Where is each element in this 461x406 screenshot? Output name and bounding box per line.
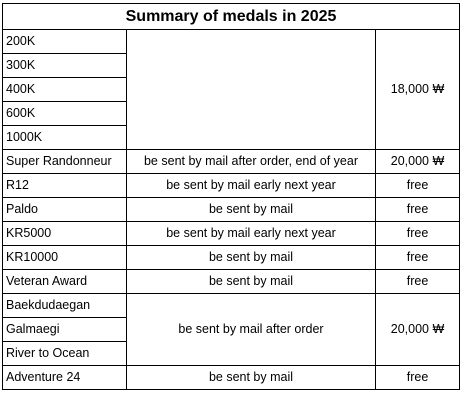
medal-name-cell[interactable]: 300K: [3, 54, 127, 78]
price-cell[interactable]: 18,000 ₩: [376, 30, 460, 150]
price-cell[interactable]: free: [376, 222, 460, 246]
medal-name-cell[interactable]: River to Ocean: [3, 342, 127, 366]
table-row: [3, 294, 460, 318]
medal-name-cell[interactable]: 1000K: [3, 126, 127, 150]
price-cell[interactable]: free: [376, 246, 460, 270]
delivery-cell[interactable]: be sent by mail early next year: [127, 174, 376, 198]
delivery-cell[interactable]: be sent by mail after order: [127, 294, 376, 366]
medal-name-cell[interactable]: Baekdudaegan: [3, 294, 127, 318]
delivery-cell-empty[interactable]: [127, 30, 376, 150]
title-row: [3, 4, 460, 30]
delivery-cell[interactable]: be sent by mail early next year: [127, 222, 376, 246]
delivery-cell[interactable]: be sent by mail: [127, 270, 376, 294]
table-title[interactable]: Summary of medals in 2025: [3, 4, 460, 30]
medal-name-cell[interactable]: 600K: [3, 102, 127, 126]
medal-name-cell[interactable]: R12: [3, 174, 127, 198]
medal-name-cell[interactable]: Galmaegi: [3, 318, 127, 342]
medal-name-cell[interactable]: 200K: [3, 30, 127, 54]
table-row: [3, 366, 460, 390]
delivery-cell[interactable]: be sent by mail after order, end of year: [127, 150, 376, 174]
medal-name-cell[interactable]: Paldo: [3, 198, 127, 222]
delivery-cell[interactable]: be sent by mail: [127, 198, 376, 222]
price-cell[interactable]: 20,000 ₩: [376, 150, 460, 174]
table-row: [3, 30, 460, 54]
price-cell[interactable]: free: [376, 366, 460, 390]
medal-name-cell[interactable]: Veteran Award: [3, 270, 127, 294]
medal-name-cell[interactable]: Adventure 24: [3, 366, 127, 390]
delivery-cell[interactable]: be sent by mail: [127, 246, 376, 270]
table-row: [3, 246, 460, 270]
table-row: [3, 270, 460, 294]
medal-name-cell[interactable]: KR5000: [3, 222, 127, 246]
medal-name-cell[interactable]: Super Randonneur: [3, 150, 127, 174]
medal-summary-sheet: [2, 3, 459, 390]
table-row: [3, 150, 460, 174]
price-cell[interactable]: 20,000 ₩: [376, 294, 460, 366]
table-row: [3, 222, 460, 246]
table-row: [3, 174, 460, 198]
medal-summary-table: [2, 3, 460, 390]
price-cell[interactable]: free: [376, 174, 460, 198]
table-row: [3, 198, 460, 222]
price-cell[interactable]: free: [376, 270, 460, 294]
medal-name-cell[interactable]: KR10000: [3, 246, 127, 270]
price-cell[interactable]: free: [376, 198, 460, 222]
medal-name-cell[interactable]: 400K: [3, 78, 127, 102]
delivery-cell[interactable]: be sent by mail: [127, 366, 376, 390]
